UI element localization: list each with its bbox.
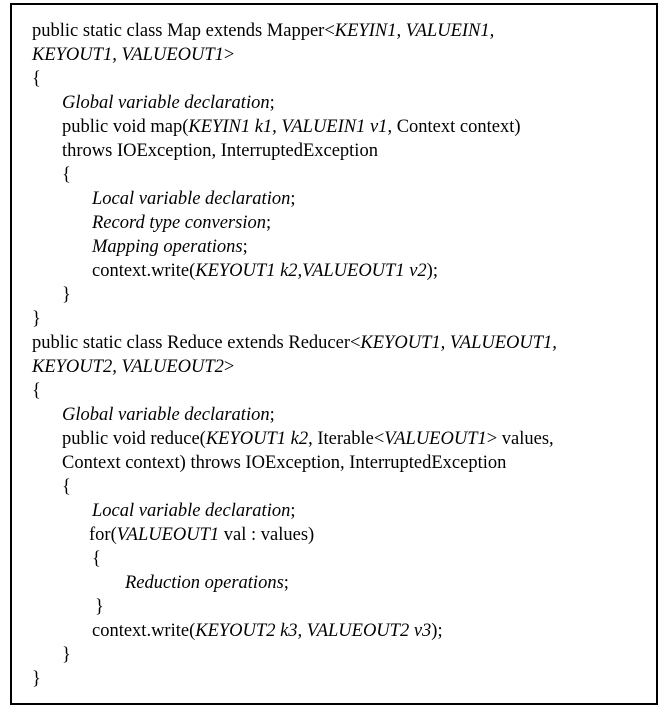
code-text: > — [223, 45, 235, 65]
code-comment: Mapping operations — [92, 237, 243, 257]
code-params: KEYOUT1 k2 — [205, 429, 309, 449]
map-method-open-brace: { — [62, 165, 71, 185]
reduce-method-close-brace: } — [62, 645, 71, 665]
code-text: for( — [89, 525, 117, 545]
code-text: context.write( — [92, 261, 196, 281]
code-params: KEYOUT1 k2,VALUEOUT1 v2 — [195, 261, 427, 281]
code-text: public void map( — [62, 117, 189, 137]
code-text: ); — [431, 621, 443, 641]
map-class-header-line2 — [32, 43, 234, 67]
code-text: > values, — [486, 429, 554, 449]
code-text: , Iterable< — [308, 429, 385, 449]
code-type-params: KEYOUT2, VALUEOUT2 — [32, 357, 224, 377]
code-comment: Global variable declaration — [62, 405, 270, 425]
code-text: ; — [269, 93, 275, 113]
code-params: KEYIN1 k1, VALUEIN1 v1 — [188, 117, 388, 137]
code-text: ); — [426, 261, 438, 281]
reduce-context-write — [92, 619, 443, 643]
code-text: ; — [269, 405, 275, 425]
code-comment: Record type conversion — [92, 213, 266, 233]
code-text: ; — [290, 189, 296, 209]
for-loop-open-brace: { — [92, 549, 101, 569]
code-text: ; — [283, 573, 289, 593]
code-text: ; — [290, 501, 296, 521]
reduce-global-declaration — [62, 403, 275, 427]
reduce-class-header-line1 — [32, 331, 557, 355]
reduce-class-close-brace: } — [32, 669, 41, 689]
reduce-reduction-operations — [125, 571, 289, 595]
code-text: ; — [265, 213, 272, 233]
reduce-method-open-brace: { — [62, 477, 71, 497]
code-type-params: KEYIN1, VALUEIN1, — [334, 21, 495, 41]
code-text: , Context context) — [387, 117, 521, 137]
map-record-conversion — [92, 211, 271, 235]
code-type-params: VALUEOUT1 — [116, 525, 220, 545]
code-params: KEYOUT2 k3, VALUEOUT2 v3 — [195, 621, 432, 641]
map-class-header-line1 — [32, 19, 494, 43]
code-type-params: KEYOUT1, VALUEOUT1 — [32, 45, 224, 65]
map-class-open-brace: { — [32, 69, 41, 89]
reduce-method-signature-line1 — [62, 427, 554, 451]
for-loop-close-brace: } — [95, 597, 104, 617]
reduce-class-header-line2 — [32, 355, 234, 379]
map-method-throws: throws IOException, InterruptedException — [62, 141, 378, 161]
reduce-local-declaration — [92, 499, 295, 523]
code-text: val : values) — [219, 525, 315, 545]
reduce-method-signature-line2: Context context) throws IOException, InterruptedException — [62, 453, 507, 473]
map-class-close-brace: } — [32, 309, 41, 329]
code-type-params: KEYOUT1, VALUEOUT1, — [360, 333, 557, 353]
map-global-declaration — [62, 91, 275, 115]
code-comment: Local variable declaration — [92, 501, 291, 521]
reduce-class-open-brace: { — [32, 381, 41, 401]
map-method-close-brace: } — [62, 285, 71, 305]
code-text: context.write( — [92, 621, 196, 641]
code-text: public static class Reduce extends Reducer< — [32, 333, 361, 353]
map-method-signature — [62, 115, 521, 139]
code-comment: Reduction operations — [125, 573, 284, 593]
code-text: ; — [242, 237, 248, 257]
map-context-write — [92, 259, 438, 283]
code-text: > — [223, 357, 235, 377]
code-comment: Global variable declaration — [62, 93, 270, 113]
map-mapping-operations — [92, 235, 248, 259]
code-text: public void reduce( — [62, 429, 206, 449]
map-local-declaration — [92, 187, 295, 211]
reduce-for-loop — [89, 523, 314, 547]
code-type-params: VALUEOUT1 — [384, 429, 487, 449]
code-text: public static class Map extends Mapper< — [32, 21, 335, 41]
code-listing-frame — [10, 3, 658, 705]
code-comment: Local variable declaration — [92, 189, 291, 209]
